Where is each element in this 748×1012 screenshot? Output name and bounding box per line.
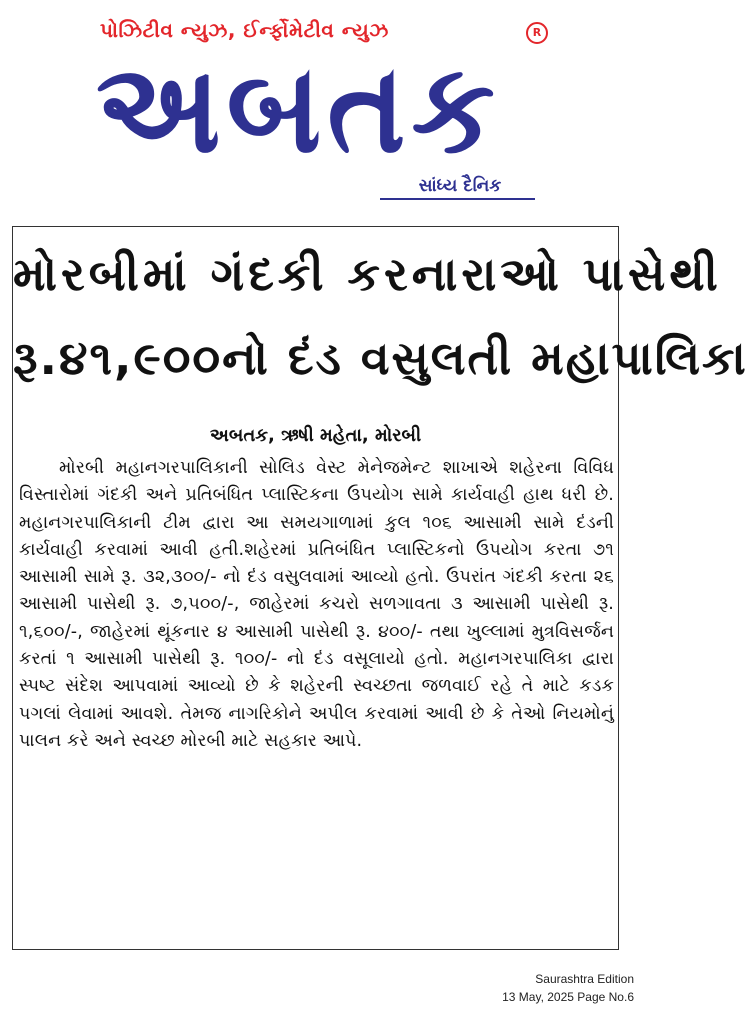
headline-line-2: રૂ.૪૧,૯૦૦નો દંડ વસુલતી મહાપાલિકા	[13, 331, 748, 385]
masthead-tagline: પોઝિટીવ ન્યુઝ, ઈર્ન્ફોમેટીવ ન્યુઝ	[100, 18, 389, 42]
date-page-label: 13 May, 2025 Page No.6	[502, 990, 634, 1004]
article-box	[12, 226, 748, 950]
subtitle-underline	[380, 198, 535, 200]
masthead-subtitle: સાંધ્ય દૈનિક	[418, 176, 502, 196]
page-footer	[502, 970, 634, 1006]
headline-line-1: મોરબીમાં ગંદકી કરનારાઓ પાસેથી	[13, 247, 722, 301]
article-byline: અબતક, ઋષી મહેતા, મોરબી	[209, 425, 422, 446]
registered-mark-icon: R	[526, 22, 548, 44]
article-body: મોરબી મહાનગરપાલિકાની સોલિડ વેસ્ટ મેનેજમેન્ટ શાખાએ શહેરના વિવિધ વિસ્તારોમાં ગંદકી અને પ્રતિબંધિત પ્લાસ્ટિકના ઉપયોગ સામે કાર્યવાહી હાથ ધરી છે. મહાનગરપાલિકાની ટીમ દ્વારા આ સમયગાળામાં કુલ ૧૦૬ આસામી સામે દંડની કાર્યવાહી કરવામાં આવી હતી.શહેરમાં પ્રતિબંધિત પ્લાસ્ટિકનો ઉપયોગ કરતા ૭૧ આસામી સામે રૂ. ૩૨,૩૦૦/- નો દંડ વસુલવામાં આવ્યો હતો. ઉપરાંત ગંદકી કરતા ૨૬ આસામી પાસેથી રૂ. ૭,૫૦૦/-, જાહેરમાં કચરો સળગાવતા ૩ આસામી પાસેથી રૂ. ૧,૬૦૦/-, જાહેરમાં થૂંકનાર ૪ આસામી પાસેથી રૂ. ૪૦૦/- તથા ખુલ્લામાં મુત્રવિસર્જન કરતાં ૧ આસામી પાસેથી રૂ. ૧૦૦/- નો દંડ વસૂલાયો હતો. મહાનગરપાલિકા દ્વારા સ્પષ્ટ સંદેશ આપવામાં આવ્યો છે કે શહેરની સ્વચ્છતા જળવાઈ રહે તે માટે કડક પગલાં લેવામાં આવશે. તેમજ નાગરિકોને અપીલ કરવામાં આવી છે કે તેઓ નિયમોનું પાલન કરે અને સ્વચ્છ મોરબી માટે સહકાર આપે.	[19, 458, 614, 751]
edition-label: Saurashtra Edition	[535, 972, 634, 986]
newspaper-logo: અબતક	[96, 35, 501, 181]
masthead	[0, 0, 642, 210]
